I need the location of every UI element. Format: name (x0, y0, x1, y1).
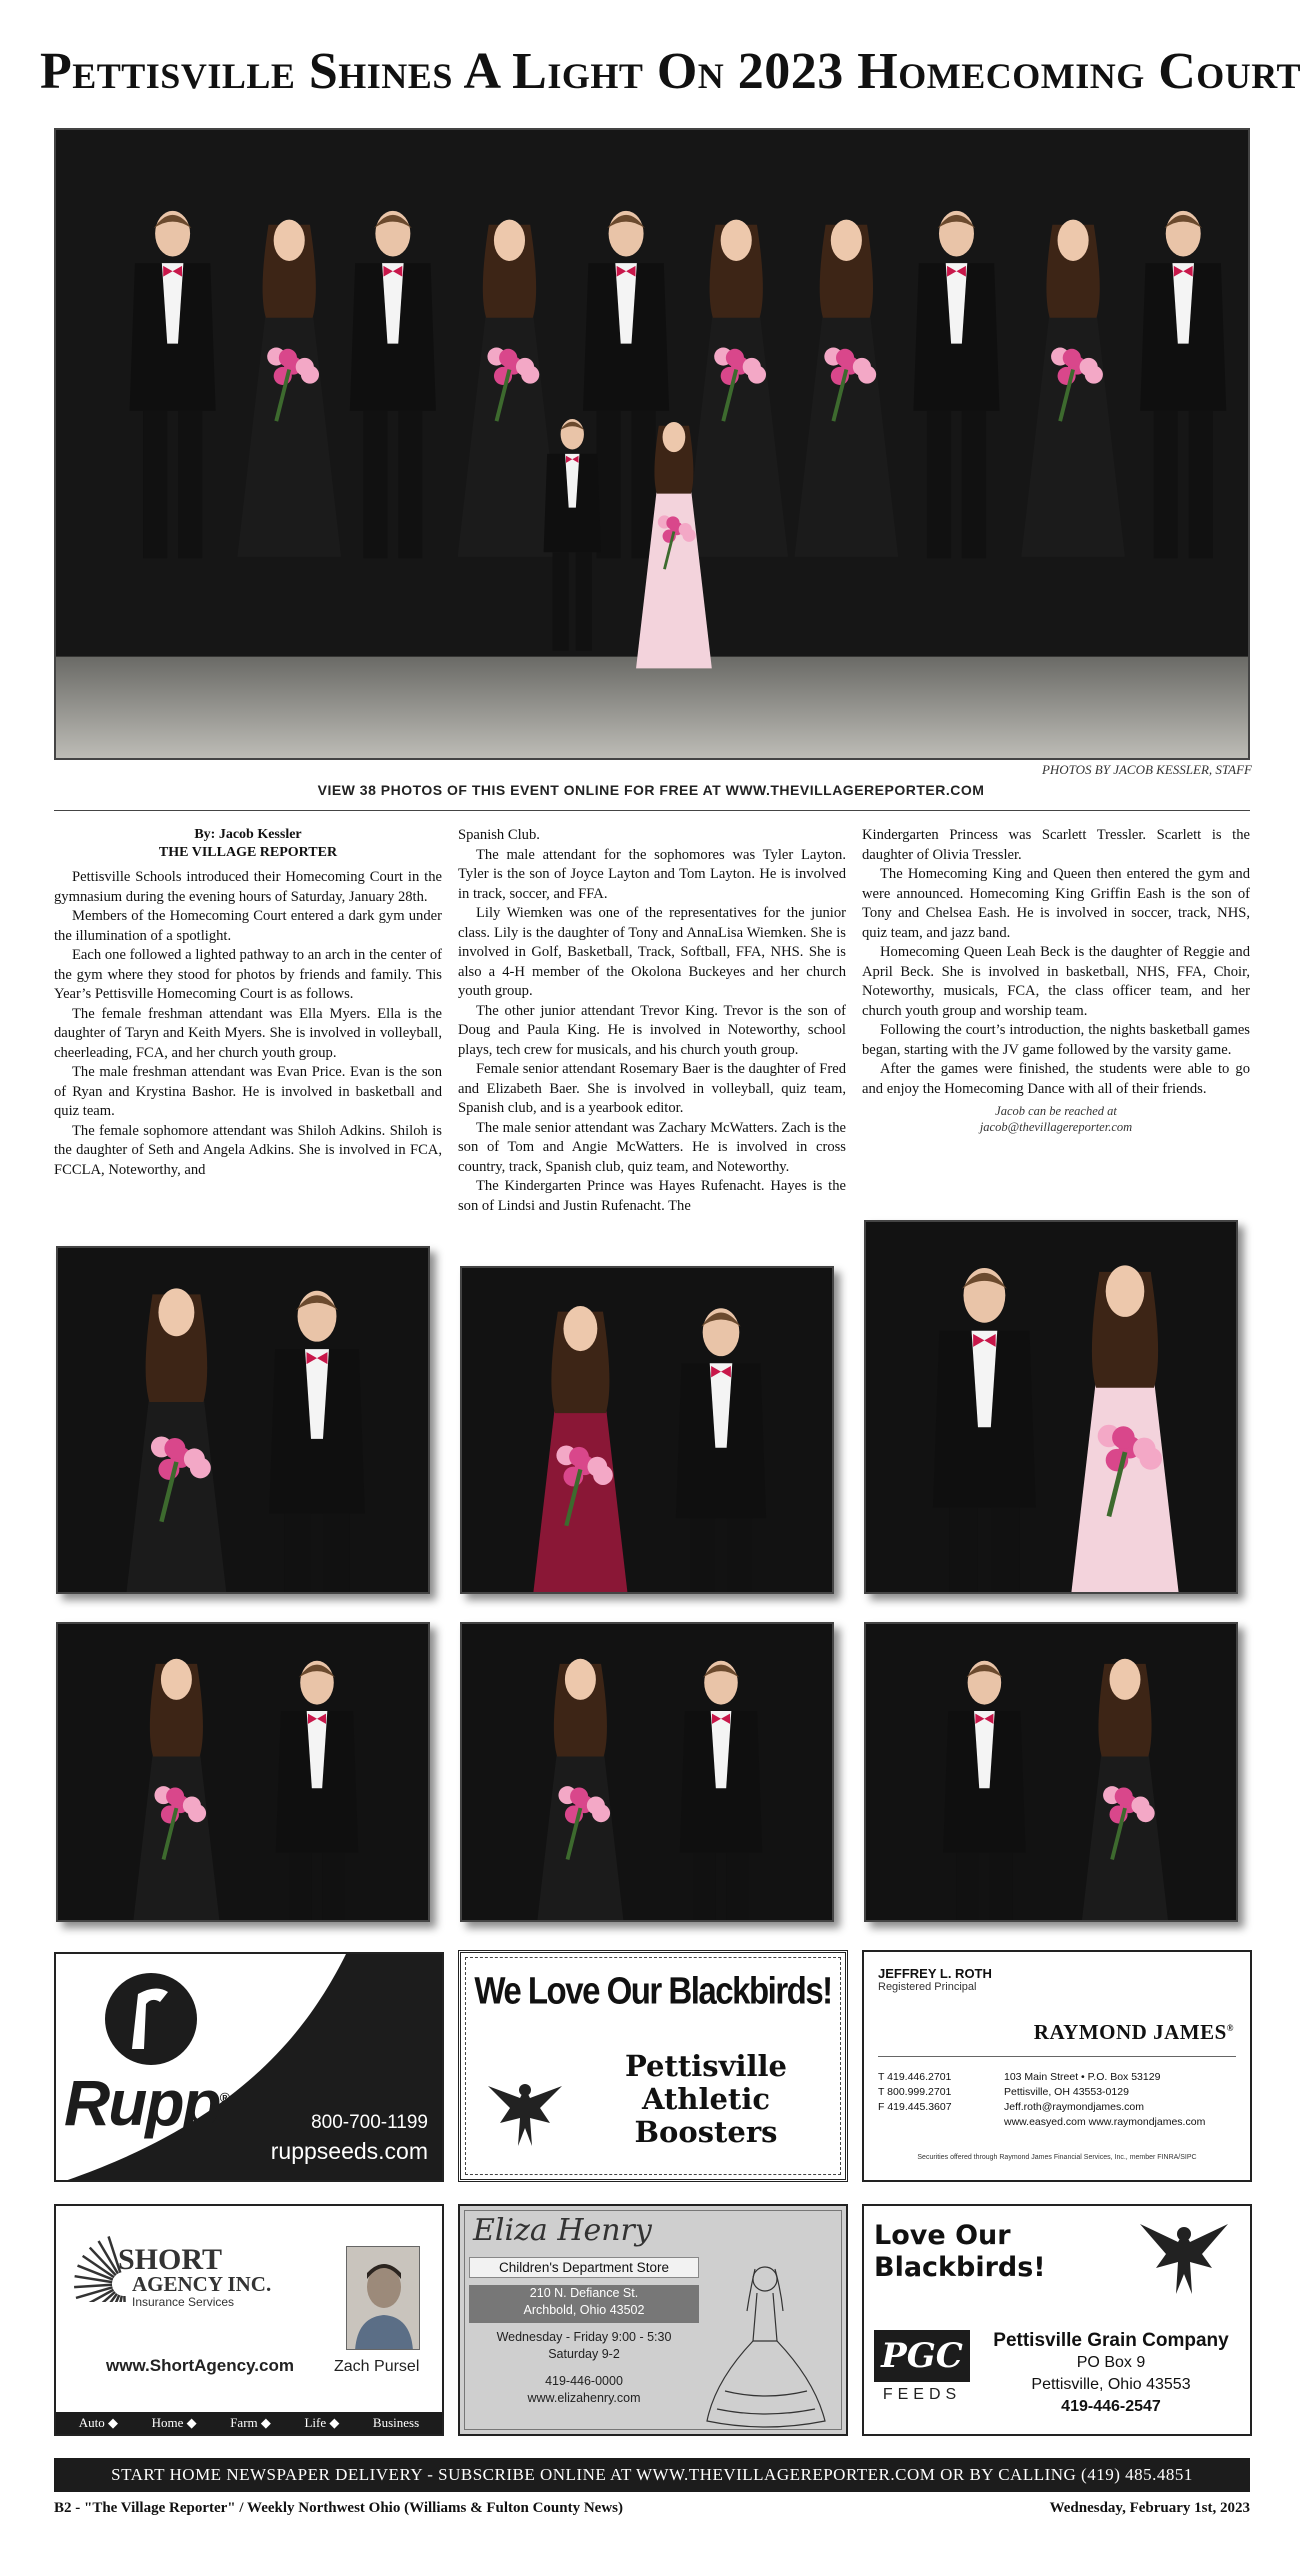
rj-disclaimer: Securities offered through Raymond James Financial Services, Inc., member FINRA/SIPC (917, 2154, 1197, 2161)
boosters-line: Pettisville (625, 2049, 787, 2083)
rupp-logo-text: Rupp® (64, 2067, 228, 2139)
ad-rupp[interactable] (54, 1952, 444, 2182)
pair-photo (460, 1266, 834, 1594)
grain-headline-line: Love Our (874, 2220, 1011, 2251)
rj-brand: RAYMOND JAMES® (1033, 2020, 1234, 2044)
rj-addr: Pettisville, OH 43553-0129 (1004, 2086, 1129, 2098)
rj-person: JEFFREY L. ROTH (878, 1966, 992, 1981)
pair-photo (56, 1622, 430, 1922)
divider (54, 810, 1250, 811)
pair-photo (864, 1622, 1238, 1922)
view-photos-line[interactable]: VIEW 38 PHOTOS OF THIS EVENT ONLINE FOR FREE AT WWW.THEVILLAGEREPORTER.COM (317, 782, 985, 798)
ad-eliza-henry[interactable] (458, 2204, 848, 2436)
eliza-name: Eliza Henry (473, 2213, 652, 2248)
article-paragraph: The male freshman attendant was Evan Price. Evan is the son of Ryan and Krystina Bashor. He is involved in basketball and quiz team. (54, 1064, 442, 1119)
grain-feeds: FEEDS (882, 2386, 962, 2403)
short-line: Home ◆ (151, 2415, 197, 2430)
dress-illustration (695, 2251, 835, 2431)
avatar (347, 2247, 420, 2350)
ad-raymond-james[interactable] (862, 1950, 1252, 2182)
rj-phone: T 419.446.2701 (878, 2071, 952, 2083)
blackbird-icon (480, 2068, 570, 2158)
rj-addr: 103 Main Street • P.O. Box 53129 (1004, 2071, 1161, 2083)
article-paragraph: Following the court’s introduction, the nights basketball games began, starting with the JV game followed by the varsity game. (862, 1022, 1250, 1058)
eliza-hours: Wednesday - Friday 9:00 - 5:30 (496, 2330, 672, 2344)
eliza-subtitle: Children's Department Store (469, 2257, 699, 2278)
rj-phone: T 800.999.2701 (878, 2086, 952, 2098)
pair-photo (56, 1246, 430, 1594)
byline-outlet: THE VILLAGE REPORTER (158, 845, 338, 860)
headline: Pettisville Shines A Light On 2023 Homecoming Court (40, 43, 1302, 100)
ad-pettisville-grain[interactable] (862, 2204, 1252, 2436)
article-column-1 (54, 826, 442, 1180)
eliza-hours: Saturday 9-2 (548, 2347, 620, 2361)
rupp-phone: 800-700-1199 (311, 2112, 428, 2133)
ad-short-agency[interactable] (54, 2204, 444, 2436)
grain-addr: PO Box 9 (1076, 2354, 1146, 2371)
grain-phone: 419-446-2547 (1061, 2398, 1161, 2415)
short-line: Farm ◆ (230, 2415, 271, 2430)
article-paragraph: The Kindergarten Prince was Hayes Rufenacht. Hayes is the son of Lindsi and Justin Rufenacht. The (458, 1178, 846, 1214)
signoff-email: jacob@thevillagereporter.com (979, 1120, 1133, 1134)
rj-rule (878, 2056, 1236, 2057)
folio-left: B2 - "The Village Reporter" / Weekly Northwest Ohio (Williams & Fulton County News) (54, 2500, 623, 2516)
short-name-line: SHORT (118, 2243, 222, 2276)
article-paragraph: The other junior attendant Trevor King. Trevor is the son of Doug and Paula King. He is involved in Noteworthy, school plays, tech crew for musicals, and his church youth group. (458, 1002, 846, 1058)
pair-photo (460, 1622, 834, 1922)
short-portrait (346, 2246, 420, 2350)
short-name (118, 2243, 272, 2309)
article-column-2 (458, 826, 846, 1216)
folio-right: Wednesday, February 1st, 2023 (1049, 2500, 1250, 2516)
eliza-addr: Archbold, Ohio 43502 (469, 2302, 699, 2323)
short-site[interactable]: www.ShortAgency.com (106, 2356, 294, 2375)
article-paragraph: The female freshman attendant was Ella Myers. Ella is the daughter of Taryn and Keith Myers. She is involved in volleyball, cheerleading, FCA, and her church youth group. (54, 1005, 442, 1061)
boosters-name (576, 2050, 836, 2149)
grain-info (976, 2330, 1246, 2418)
short-lines-bar (56, 2412, 442, 2434)
group-photo-illustration (56, 130, 1248, 758)
article-paragraph: Kindergarten Princess was Scarlett Tressler. Scarlett is the daughter of Olivia Tressler. (862, 827, 1250, 863)
rj-web[interactable]: www.easyed.com www.raymondjames.com (1004, 2116, 1206, 2128)
short-line: Life ◆ (304, 2415, 340, 2430)
article-paragraph: Female senior attendant Rosemary Baer is the daughter of Fred and Elizabeth Baer. She is involved in volleyball, quiz team, Spanish club, and is a yearbook editor. (458, 1061, 846, 1116)
article-paragraph: Homecoming Queen Leah Beck is the daughter of Reggie and April Beck. She is involved in basketball, NHS, FFA, Choir, Noteworthy, musicals, FCA, the class officer team, and her church youth group and worship team. (862, 944, 1250, 1019)
article-paragraph: The female sophomore attendant was Shiloh Adkins. Shiloh is the daughter of Seth and Angela Adkins. She is involved in FCA, FCCLA, Noteworthy, and (54, 1122, 442, 1178)
pair-photo (864, 1220, 1238, 1594)
eliza-site[interactable]: www.elizahenry.com (527, 2391, 641, 2405)
article-paragraph: Lily Wiemken was one of the representatives for the junior class. Lily is the daughter of Tony and AnnaLisa Wiemken. She is involved in Golf, Basketball, Track, Softball, FFA, NHS. She is also a 4-H member of the Okolona Buckeyes and her church youth group. (458, 905, 846, 999)
eliza-addr: 210 N. Defiance St. (469, 2285, 699, 2302)
rj-phones (878, 2070, 952, 2115)
grain-logo: PGC (874, 2330, 970, 2382)
eliza-info (469, 2285, 699, 2407)
article-paragraph: Members of the Homecoming Court entered a dark gym under the illumination of a spotlight. (54, 908, 442, 944)
photo-credit: PHOTOS BY JACOB KESSLER, STAFF (1041, 762, 1252, 777)
article-paragraph: Spanish Club. (458, 827, 540, 843)
rj-email[interactable]: Jeff.roth@raymondjames.com (1004, 2101, 1145, 2113)
article-paragraph: Each one followed a lighted pathway to an arch in the center of the gym where they stood for photos by friends and family. This Year’s Pettisville Homecoming Court is as follows. (54, 947, 442, 1002)
eliza-phone: 419-446-0000 (545, 2374, 623, 2388)
byline-author: By: Jacob Kessler (194, 827, 302, 842)
short-line: Auto ◆ (78, 2415, 119, 2430)
article-paragraph: Pettisville Schools introduced their Homecoming Court in the gymnasium during the evening hours of Saturday, January 28th. (54, 869, 442, 905)
article-paragraph: The male senior attendant was Zachary McWatters. Zach is the son of Tom and Angie McWatters. He is involved in cross country, track, Spanish club, quiz team, and Noteworthy. (458, 1119, 846, 1175)
boosters-line: Athletic (641, 2082, 770, 2116)
signoff-line: Jacob can be reached at (995, 1104, 1117, 1118)
article-column-3 (862, 826, 1250, 1135)
group-photo (54, 128, 1250, 760)
blackbird-icon (1134, 2214, 1234, 2300)
short-line: Business (372, 2415, 420, 2430)
grain-headline-line: Blackbirds! (874, 2252, 1046, 2283)
article-paragraph: The Homecoming King and Queen then entered the gym and were announced. Homecoming King Griffin Eash is the son of Tony and Chelsea Eash. He is involved in soccer, track, NHS, quiz team, and jazz band. (862, 866, 1250, 941)
boosters-line: Boosters (634, 2115, 778, 2149)
short-person: Zach Pursel (334, 2358, 420, 2375)
rupp-site[interactable]: ruppseeds.com (270, 2138, 428, 2164)
short-name-line: AGENCY INC. (132, 2272, 272, 2296)
rj-title: Registered Principal (878, 1981, 977, 1993)
grain-name: Pettisville Grain Company (993, 2330, 1229, 2351)
grain-addr: Pettisville, Ohio 43553 (1031, 2376, 1191, 2393)
rj-fax: F 419.445.3607 (878, 2101, 952, 2113)
article-paragraph: The male attendant for the sophomores was Tyler Layton. Tyler is the son of Joyce Layton and Tom Layton. He is involved in track, soccer, and FFA. (458, 846, 846, 902)
ad-boosters[interactable] (458, 1950, 848, 2182)
grain-headline (874, 2220, 1046, 2284)
short-tagline: Insurance Services (132, 2295, 235, 2309)
boosters-headline: We Love Our Blackbirds! (474, 1969, 832, 2012)
article-paragraph: After the games were finished, the students were able to go and enjoy the Homecoming Dance with all of their friends. (862, 1061, 1250, 1097)
rj-address (1004, 2070, 1205, 2130)
subscribe-bar[interactable]: START HOME NEWSPAPER DELIVERY - SUBSCRIBE ONLINE AT WWW.THEVILLAGEREPORTER.COM OR BY CALLING (419) 485.4851 (54, 2458, 1250, 2492)
